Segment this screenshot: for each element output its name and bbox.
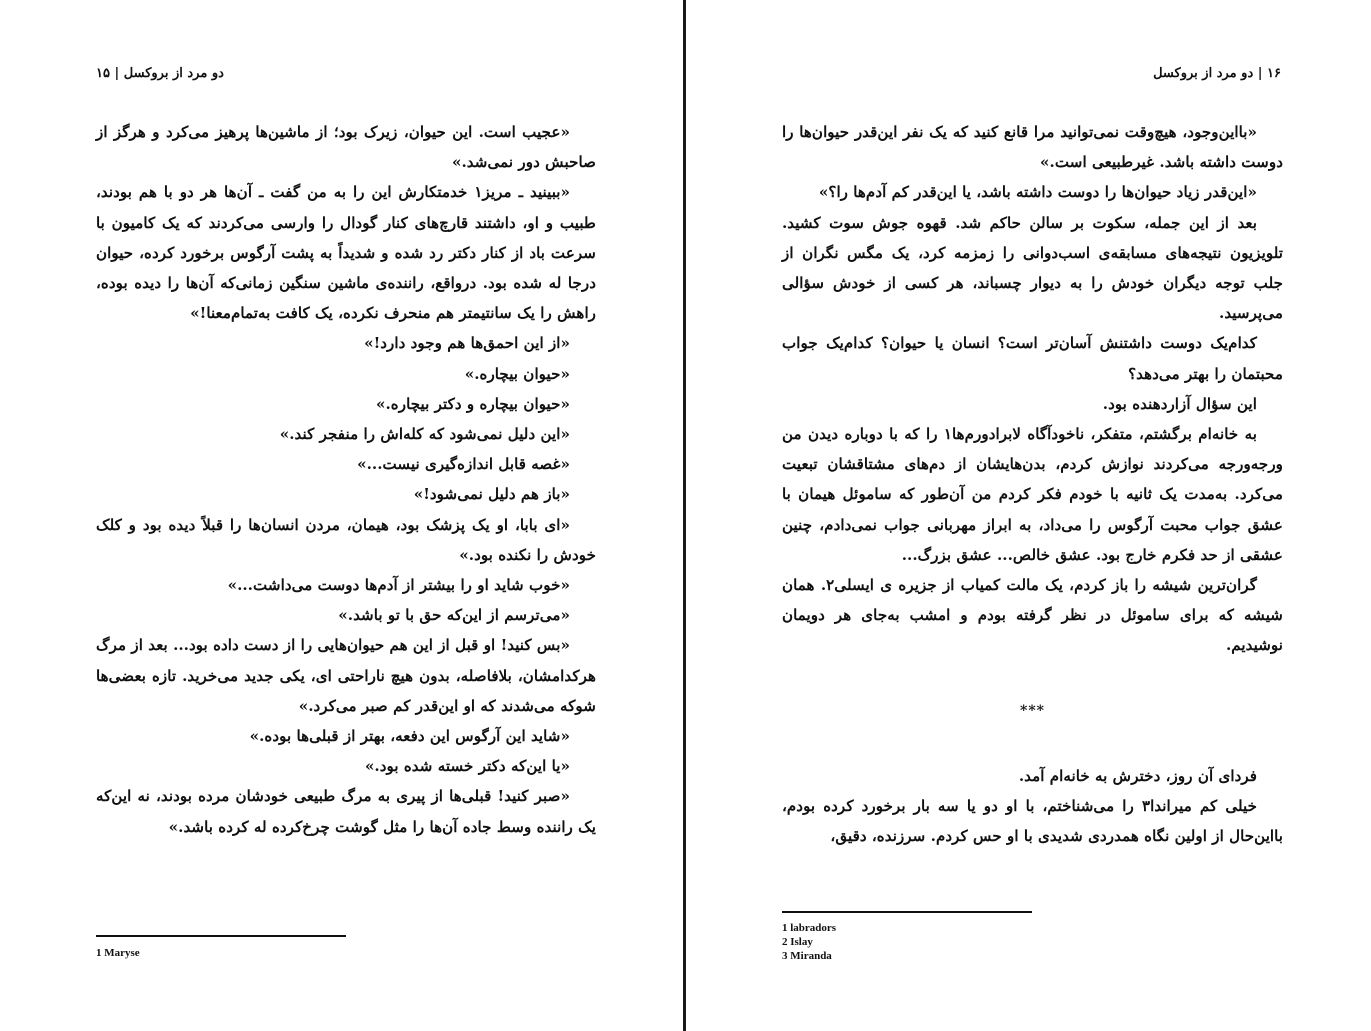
- paragraph: «عجیب است. این حیوان، زیرک بود؛ از ماشین‌ها پرهیز می‌کرد و هرگز از صاحبش دور نمی‌شد.»: [96, 123, 596, 172]
- paragraph: «غصه قابل اندازه‌گیری نیست...»: [357, 455, 570, 474]
- paragraph: «ببینید ـ مریز۱ خدمتکارش این را به من گفت ـ آن‌ها هر دو با هم بودند، طبیب و او، داشتند قارچ‌های کنار گودال را وارسی می‌کردند که یک کامیون با سرعت باد از کنار دکتر رد شده و شدیداً به پشت آرگوس برخورد کرده، حیوان درجا له شده بود. درواقع، راننده‌ی ماشین سنگین زمانی‌که آن‌ها را دیده بوده، راهش را یک سانتیمتر هم منحرف نکرده، یک کافت به‌تمام‌معنا!»: [96, 183, 596, 323]
- paragraph: «بس کنید! او قبل از این هم حیوان‌هایی را از دست داده بود... بعد از مرگ هرکدامشان، بلافاصله، بدون هیچ ناراحتی ای، یکی جدید می‌خرید. تازه بعضی‌ها شوکه می‌شدند که او این‌قدر کم صبر می‌کرد.»: [96, 636, 596, 715]
- paragraph: به خانه‌ام برگشتم، متفکر، ناخودآگاه لابرادورم‌ها۱ را که با دوباره دیدن من ورجه‌ورجه می‌کردند نوازش کردم، بدن‌هایشان از دم‌های مشتاقشان تبعیت می‌کرد. به‌مدت یک ثانیه با خودم فکر کردم من آن‌طور که ساموئل هیمان با عشق جواب محبت آرگوس را می‌داد، به ابراز مهربانی جواب نمی‌دادم، چنین عشقی از حد فکرم خارج بود. عشق خالص... عشق بزرگ...: [782, 425, 1283, 564]
- paragraph: «این‌قدر زیاد حیوان‌ها را دوست داشته باشد، یا این‌قدر کم آدم‌ها را؟»: [818, 183, 1257, 202]
- left-footnotes: [96, 946, 140, 960]
- paragraph: این سؤال آزاردهنده بود.: [1102, 394, 1257, 413]
- paragraph: «یا این‌که دکتر خسته شده بود.»: [364, 757, 570, 776]
- left-page-header: دو مرد از بروکسل | ۱۵: [96, 66, 224, 81]
- paragraph: «از این احمق‌ها هم وجود دارد!»: [364, 334, 570, 353]
- paragraph: گران‌ترین شیشه را باز کردم، یک مالت کمیاب از جزیره ی ایسلی۲. همان شیشه که برای ساموئل در نظر گرفته بودم و امشب به‌جای هر دویمان نوشیدیم.: [782, 576, 1283, 655]
- paragraph: «باز هم دلیل نمی‌شود!»: [413, 485, 570, 504]
- footnote-divider: [96, 935, 346, 937]
- right-footnotes: [782, 921, 836, 963]
- paragraph: «حیوان بیچاره.»: [464, 364, 570, 383]
- paragraph: «ای بابا، او یک پزشک بود، هیمان، مردن انسان‌ها را قبلاً دیده بود و کلک خودش را نکنده بود.»: [96, 515, 596, 564]
- paragraph: «بااین‌وجود، هیچ‌وقت نمی‌توانید مرا قانع کنید که یک نفر این‌قدر حیوان‌ها را دوست داشته باشد. غیرطبیعی است.»: [782, 123, 1283, 172]
- paragraph: «این دلیل نمی‌شود که کله‌اش را منفجر کند.»: [279, 425, 570, 444]
- footnote: 3 Miranda: [782, 950, 832, 962]
- footnote-divider: [782, 911, 1032, 913]
- paragraph: «شاید این آرگوس این دفعه، بهتر از قبلی‌ها بوده.»: [249, 727, 570, 746]
- right-page-header: ۱۶ | دو مرد از بروکسل: [1153, 66, 1281, 81]
- right-page-body: [782, 117, 1283, 851]
- paragraph: «خوب شاید او را بیشتر از آدم‌ها دوست می‌داشت...»: [227, 576, 570, 595]
- right-page: [686, 0, 1371, 1031]
- section-break: ***: [1020, 702, 1045, 719]
- footnote: 2 Islay: [782, 936, 813, 948]
- left-page: [0, 0, 683, 1031]
- footnote: 1 labradors: [782, 922, 837, 934]
- paragraph: کدام‌یک دوست داشتنش آسان‌تر است؟ انسان یا حیوان؟ کدام‌یک جواب محبتمان را بهتر می‌دهد؟: [782, 334, 1283, 383]
- paragraph: «صبر کنید! قبلی‌ها از پیری به مرگ طبیعی خودشان مرده بودند، نه این‌که یک راننده وسط جاده آن‌ها را مثل گوشت چرخ‌کرده له کرده باشد.»: [96, 787, 596, 836]
- paragraph: فردای آن روز، دخترش به خانه‌ام آمد.: [1018, 766, 1257, 785]
- paragraph: «حیوان بیچاره و دکتر بیچاره.»: [376, 394, 570, 413]
- left-page-body: [96, 117, 596, 842]
- paragraph: خیلی کم میراندا۳ را می‌شناختم، با او دو یا سه بار برخورد کرده بودم، بااین‌حال از اولین نگاه همدردی شدیدی با او حس کردم. سرزنده، دقیق،: [782, 797, 1283, 846]
- paragraph: «می‌ترسم از این‌که حق با تو باشد.»: [338, 606, 570, 625]
- paragraph: بعد از این جمله، سکوت بر سالن حاکم شد. قهوه جوش سوت کشید. تلویزیون نتیجه‌های مسابقه‌ی اسب‌دوانی را زمزمه کرد، یک مگس نگران از جلب توجه دیگران خودش را به دیوار چسباند، هر کسی از خودش سؤالی می‌پرسید.: [782, 213, 1283, 323]
- footnote: 1 Maryse: [96, 947, 140, 959]
